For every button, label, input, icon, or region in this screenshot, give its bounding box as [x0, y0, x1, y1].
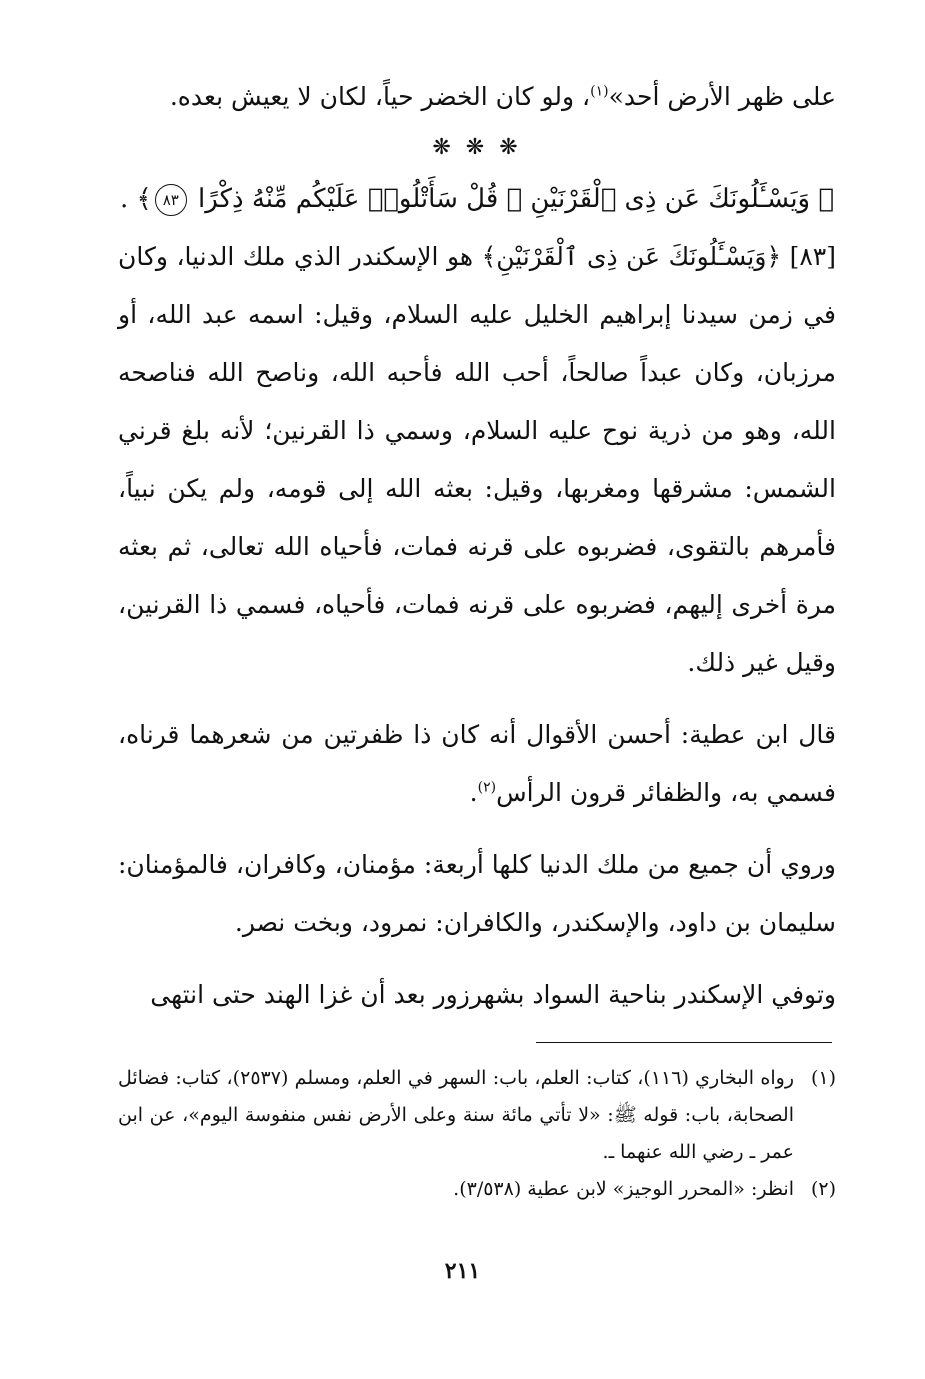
quran-verse [118, 170, 836, 228]
commentary-paragraph-1: [٨٣] ﴿وَيَسْـَٔلُونَكَ عَن ذِى ٱلْقَرْنَيْنِ﴾ هو الإسكندر الذي ملك الدنيا، وكان في زمن سيدنا إبراهيم الخليل عليه السلام، وقيل: اسمه عبد الله، أو مرزبان، وكان عبداً صالحاً، أحب الله فأحبه الله، وناصح الله فناصحه الله، وهو من ذرية نوح عليه السلام، وسمي ذا القرنين؛ لأنه بلغ قرني الشمس: مشرقها ومغربها، وقيل: بعثه الله إلى قومه، ولم يكن نبياً، فأمرهم بالتقوى، فضربوه على قرنه فمات، فأحياه الله تعالى، ثم بعثه مرة أخرى إليهم، فضربوه على قرنه فمات، فأحياه، فسمي ذا القرنين، وقيل غير ذلك. [118, 242, 836, 677]
ayah-number-marker: ٨٣ [155, 184, 187, 216]
page-number: ٢١١ [444, 1258, 481, 1284]
main-text [118, 68, 836, 1024]
verse-close-bracket: ﴾ . [120, 184, 152, 214]
footnote-ref-1[interactable]: (١) [590, 83, 609, 100]
footnote-separator-line [536, 1042, 832, 1043]
paragraph-gap [118, 822, 836, 836]
section-separator-stars: ❋ ❋ ❋ [432, 135, 522, 160]
footnote-1 [118, 1060, 836, 1171]
footnote-text: رواه البخاري (١١٦)، كتاب: العلم، باب: السهر في العلم، ومسلم (٢٥٣٧)، كتاب: فضائل الصحابة، باب: قوله ﷺ: «لا تأتي مائة سنة وعلى الأرض نفس منفوسة اليوم»، عن ابن عمر ـ رضي الله عنهما ـ. [118, 1067, 795, 1163]
commentary-paragraph-2: قال ابن عطية: أحسن الأقوال أنه كان ذا ظفرتين من شعرهما قرناه، فسمي به، والظفائر قرون الرأس$^{(٢)}$. [118, 720, 836, 807]
verse-text: وَيَسْـَٔلُونَكَ عَن ذِى ٱلْقَرْنَيْنِ ۖ قُلْ سَأَتْلُوا۟ عَلَيْكُم مِّنْهُ ذِكْرًا [198, 184, 811, 214]
footnote-number: (٢) [810, 1178, 836, 1200]
footnote-text: انظر: «المحرر الوجيز» لابن عطية (٣/٥٣٨). [453, 1178, 794, 1200]
paragraph-gap [118, 952, 836, 966]
commentary-paragraph-3: وروي أن جميع من ملك الدنيا كلها أربعة: مؤمنان، وكافران، فالمؤمنان: سليمان بن داود، والإسكندر، والكافران: نمرود، وبخت نصر. [118, 850, 836, 937]
footnote-2 [118, 1171, 836, 1208]
footnotes [118, 1060, 836, 1208]
footnote-number: (١) [810, 1067, 836, 1089]
footnote-ref-2[interactable]: (٢) [477, 779, 497, 796]
commentary-paragraph-4: وتوفي الإسكندر بناحية السواد بشهرزور بعد أن غزا الهند حتى انتهى [150, 980, 836, 1009]
verse-open-bracket: ﴿ [818, 184, 834, 214]
continuation-line: على ظهر الأرض أحد»$^{(١)}$، ولو كان الخضر حياً، لكان لا يعيش بعده. [169, 82, 836, 111]
paragraph-gap [118, 692, 836, 706]
